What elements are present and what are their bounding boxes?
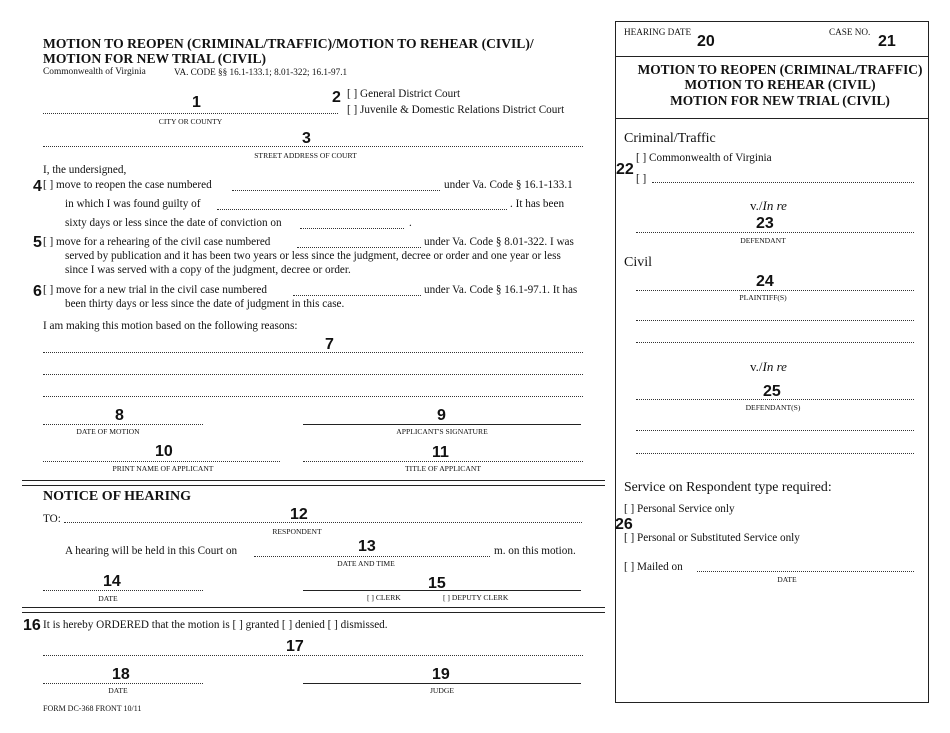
- date-time-caption: DATE AND TIME: [337, 559, 395, 568]
- other-prosecutor-field[interactable]: [652, 182, 914, 183]
- order-line[interactable]: [43, 655, 583, 656]
- defendants-field[interactable]: [636, 399, 914, 400]
- rehear-text-3: since I was served with a copy of the judgment, decree or order.: [65, 264, 351, 276]
- period-text: .: [409, 217, 412, 229]
- field-number-22: 22: [616, 161, 634, 178]
- commonwealth-option[interactable]: [ ] Commonwealth of Virginia: [636, 152, 772, 164]
- to-label: TO:: [43, 513, 61, 525]
- field-number-24: 24: [756, 273, 774, 290]
- deputy-clerk-option[interactable]: [ ] DEPUTY CLERK: [443, 593, 509, 602]
- notice-date-caption: DATE: [98, 594, 118, 603]
- order-divider: [22, 607, 605, 613]
- case-no-label: CASE NO.: [829, 27, 871, 37]
- general-district-court-option[interactable]: [ ] General District Court: [347, 88, 461, 100]
- defendants-caption: DEFENDANT(S): [745, 403, 801, 412]
- applicant-signature-caption: APPLICANT'S SIGNATURE: [396, 427, 488, 436]
- form-title-line1: MOTION TO REOPEN (CRIMINAL/TRAFFIC)/MOTION TO REHEAR (CIVIL)/: [43, 36, 534, 51]
- mailed-date-field[interactable]: [697, 571, 914, 572]
- vs-label-2: v./: [750, 359, 763, 374]
- new-trial-code-text: under Va. Code § 16.1-97.1. It has: [424, 284, 578, 296]
- title-of-applicant-caption: TITLE OF APPLICANT: [405, 464, 481, 473]
- right-title-2: MOTION TO REHEAR (CIVIL): [684, 77, 876, 92]
- new-trial-text-2: been thirty days or less since the date of judgment in this case.: [65, 298, 345, 310]
- reopen-code-text: under Va. Code § 16.1-133.1: [444, 179, 573, 191]
- field-number-15: 15: [428, 575, 446, 592]
- field-number-17: 17: [286, 638, 304, 655]
- form-title-line2: MOTION FOR NEW TRIAL (CIVIL): [43, 51, 267, 66]
- field-number-1: 1: [192, 94, 201, 111]
- hearing-motion-text: m. on this motion.: [494, 545, 576, 557]
- in-re-label-1: In re: [762, 198, 787, 213]
- field-number-13: 13: [358, 538, 376, 555]
- street-address-caption: STREET ADDRESS OF COURT: [254, 151, 357, 160]
- applicant-signature-field[interactable]: [303, 424, 581, 425]
- rehear-option[interactable]: [ ] move for a rehearing of the civil case numbered: [43, 236, 271, 248]
- criminal-traffic-heading: Criminal/Traffic: [624, 131, 716, 146]
- field-number-11: 11: [432, 444, 449, 461]
- plaintiff-line-3[interactable]: [636, 342, 914, 343]
- field-number-14: 14: [103, 573, 121, 590]
- found-guilty-text: in which I was found guilty of: [65, 198, 201, 210]
- judge-caption: JUDGE: [429, 686, 455, 695]
- notice-date-field[interactable]: [43, 590, 203, 591]
- hearing-date-label: HEARING DATE: [624, 27, 692, 37]
- right-title-1: MOTION TO REOPEN (CRIMINAL/TRAFFIC): [637, 62, 923, 77]
- right-title-divider: [615, 118, 928, 120]
- judge-signature-field[interactable]: [303, 683, 581, 684]
- substituted-service-option[interactable]: [ ] Personal or Substituted Service only: [624, 532, 800, 544]
- new-trial-case-number-field[interactable]: [293, 295, 421, 296]
- respondent-field[interactable]: [64, 522, 582, 523]
- defendants-line-3[interactable]: [636, 453, 914, 454]
- reopen-case-number-field[interactable]: [232, 190, 440, 191]
- order-date-caption: DATE: [108, 686, 128, 695]
- city-county-caption: CITY OR COUNTY: [158, 117, 223, 126]
- field-number-25: 25: [763, 383, 781, 400]
- jdr-court-option[interactable]: [ ] Juvenile & Domestic Relations District Court: [347, 104, 565, 116]
- date-of-motion-field[interactable]: [43, 424, 203, 425]
- field-number-6: 6: [33, 283, 42, 300]
- print-name-field[interactable]: [43, 461, 280, 462]
- order-text: It is hereby ORDERED that the motion is [ ] granted [ ] denied [ ] dismissed.: [43, 619, 388, 631]
- has-been-text: . It has been: [510, 198, 565, 210]
- defendants-line-2[interactable]: [636, 430, 914, 431]
- field-number-18: 18: [112, 666, 130, 683]
- in-re-label-2: In re: [762, 359, 787, 374]
- service-heading: Service on Respondent type required:: [624, 479, 832, 494]
- field-number-10: 10: [155, 443, 173, 460]
- field-number-21: 21: [878, 33, 896, 50]
- notice-heading: NOTICE OF HEARING: [43, 489, 192, 504]
- vs-label-1: v./: [750, 198, 763, 213]
- personal-service-option[interactable]: [ ] Personal Service only: [624, 503, 735, 515]
- field-number-16: 16: [23, 617, 41, 634]
- plaintiff-line-2[interactable]: [636, 320, 914, 321]
- field-number-19: 19: [432, 666, 450, 683]
- other-prosecutor-option[interactable]: [ ]: [636, 173, 647, 185]
- form-id: FORM DC-368 FRONT 10/11: [43, 704, 142, 713]
- field-number-2: 2: [332, 89, 341, 106]
- print-name-caption: PRINT NAME OF APPLICANT: [112, 464, 214, 473]
- new-trial-option[interactable]: [ ] move for a new trial in the civil case numbered: [43, 284, 267, 296]
- reasons-line-1[interactable]: [43, 352, 583, 353]
- respondent-caption: RESPONDENT: [272, 527, 322, 536]
- civil-heading: Civil: [624, 255, 653, 270]
- rehear-case-number-field[interactable]: [297, 247, 421, 248]
- reasons-line-3[interactable]: [43, 396, 583, 397]
- field-number-20: 20: [697, 33, 715, 50]
- rehear-text-2: served by publication and it has been two years or less since the judgment, decree or order and one year or less: [65, 250, 561, 262]
- vs-in-re-2: [750, 359, 787, 375]
- field-number-23: 23: [756, 215, 774, 232]
- notice-divider: [22, 480, 605, 486]
- conviction-date-field[interactable]: [300, 228, 404, 229]
- right-header-divider: [615, 56, 928, 58]
- mailed-option[interactable]: [ ] Mailed on: [624, 561, 683, 573]
- hearing-text: A hearing will be held in this Court on: [65, 545, 238, 557]
- offense-field[interactable]: [217, 209, 507, 210]
- clerk-signature-field[interactable]: [303, 590, 581, 591]
- mailed-date-caption: DATE: [777, 575, 797, 584]
- reasons-label: I am making this motion based on the following reasons:: [43, 320, 298, 332]
- plaintiff-caption: PLAINTIFF(S): [739, 293, 787, 302]
- clerk-option[interactable]: [ ] CLERK: [367, 593, 401, 602]
- city-county-field[interactable]: [43, 113, 338, 114]
- field-number-26: 26: [615, 516, 633, 533]
- rehear-code-text: under Va. Code § 8.01-322. I was: [424, 236, 574, 248]
- field-number-8: 8: [115, 407, 124, 424]
- vs-in-re-1: [750, 198, 787, 214]
- field-number-4: 4: [33, 178, 42, 195]
- defendant-caption: DEFENDANT: [740, 236, 786, 245]
- va-code-label: VA. CODE §§ 16.1-133.1; 8.01-322; 16.1-97.1: [174, 67, 348, 77]
- field-number-7: 7: [325, 336, 334, 353]
- plaintiff-field[interactable]: [636, 290, 914, 291]
- reopen-option[interactable]: [ ] move to reopen the case numbered: [43, 179, 212, 191]
- right-title-3: MOTION FOR NEW TRIAL (CIVIL): [670, 93, 890, 108]
- defendant-field[interactable]: [636, 232, 914, 233]
- reasons-line-2[interactable]: [43, 374, 583, 375]
- sixty-days-text: sixty days or less since the date of conviction on: [65, 217, 282, 229]
- street-address-field[interactable]: [43, 146, 583, 147]
- date-of-motion-caption: DATE OF MOTION: [76, 427, 140, 436]
- commonwealth-label: Commonwealth of Virginia: [43, 67, 146, 77]
- field-number-12: 12: [290, 506, 308, 523]
- hearing-date-time-field[interactable]: [254, 556, 490, 557]
- order-date-field[interactable]: [43, 683, 203, 684]
- intro-text: I, the undersigned,: [43, 164, 127, 176]
- field-number-3: 3: [302, 130, 311, 147]
- field-number-9: 9: [437, 407, 446, 424]
- title-of-applicant-field[interactable]: [303, 461, 583, 462]
- field-number-5: 5: [33, 234, 42, 251]
